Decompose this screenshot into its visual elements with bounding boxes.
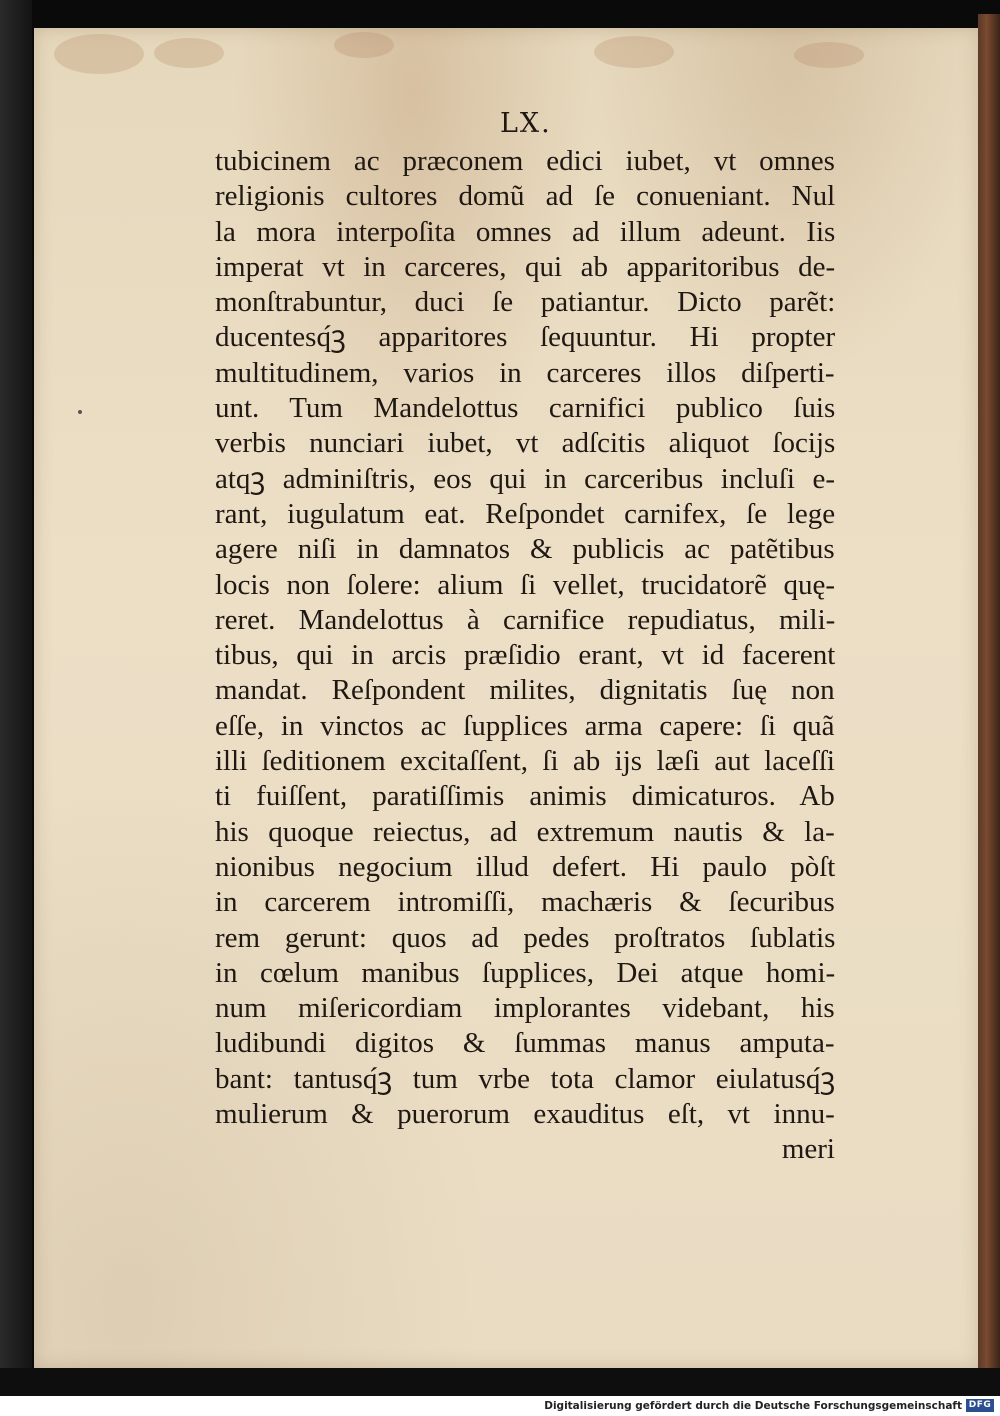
- text-line: tubicinem ac præconem edici iubet, vt omnes: [215, 145, 835, 177]
- book-cover-board: [0, 0, 32, 1395]
- text-line: in carcerem intromiſſi, machæris & ſecuribus: [215, 886, 835, 919]
- text-line: rant, iugulatum eat. Reſpondet carnifex, ſe lege: [215, 497, 836, 530]
- text-line: nionibus negocium illud defert. Hi paulo pòſt: [215, 850, 836, 883]
- funding-credit: Digitalisierung gefördert durch die Deutsche Forschungsgemeinschaft: [544, 1400, 962, 1412]
- folio-number: LX.: [500, 108, 552, 139]
- text-line: tibus, qui in arcis præſidio erant, vt id facerent: [215, 639, 836, 672]
- text-line: reret. Mandelottus à carnifice repudiatus, mili-: [215, 603, 836, 636]
- text-line: verbis nunciari iubet, vt adſcitis aliquot ſocijs: [215, 427, 836, 460]
- text-line: mulierum & puerorum exauditus eſt, vt innu-: [215, 1098, 835, 1131]
- foxing-stain: [794, 42, 864, 68]
- text-line: multitudinem, varios in carceres illos diſperti-: [215, 356, 835, 389]
- page-edge: [978, 14, 1000, 1384]
- page-text: [215, 144, 835, 1168]
- text-line: rem gerunt: quos ad pedes proſtratos ſublatis: [215, 921, 836, 954]
- text-line: atqꝫ adminiſtris, eos qui in carceribus incluſi e-: [215, 462, 835, 495]
- text-line: imperat vt in carceres, qui ab apparitoribus de-: [215, 250, 836, 283]
- catchword: meri: [781, 1133, 835, 1166]
- text-line: mandat. Reſpondent milites, dignitatis ſuę non: [215, 674, 835, 707]
- text-line: unt. Tum Mandelottus carnifici publico ſuis: [215, 392, 836, 425]
- text-line: locis non ſolere: alium ſi vellet, trucidatorẽ quę-: [215, 568, 836, 601]
- text-line: ludibundi digitos & ſummas manus amputa-: [215, 1027, 835, 1060]
- text-line: illi ſeditionem excitaſſent, ſi ab ijs læſi aut laceſſi: [215, 745, 835, 778]
- text-line: eſſe, in vinctos ac ſupplices arma capere: ſi quã: [215, 709, 835, 742]
- foxing-stain: [154, 38, 224, 68]
- foxing-stain: [54, 34, 144, 74]
- text-line: his quoque reiectus, ad extremum nautis & la-: [215, 815, 835, 848]
- dfg-logo: DFG: [966, 1399, 994, 1412]
- text-line: bant: tantusq́ꝫ tum vrbe tota clamor eiulatusq́ꝫ: [215, 1062, 836, 1095]
- foxing-stain: [334, 32, 394, 58]
- book-bottom-edge: [0, 1368, 1000, 1396]
- text-line: ducentesq́ꝫ apparitores ſequuntur. Hi propter: [215, 321, 836, 354]
- text-line: religionis cultores domũ ad ſe conueniant. Nul: [215, 180, 836, 213]
- text-line: ti fuiſſent, paratiſſimis animis dimicaturos. Ab: [215, 780, 835, 813]
- text-line: num miſericordiam implorantes videbant, his: [215, 992, 835, 1025]
- text-line: in cœlum manibus ſupplices, Dei atque homi-: [215, 956, 836, 989]
- foxing-stain: [594, 36, 674, 68]
- margin-mark: [78, 410, 82, 414]
- text-line: monſtrabuntur, duci ſe patiantur. Dicto parẽt:: [215, 286, 836, 319]
- text-line: agere niſi in damnatos & publicis ac patẽtibus: [215, 533, 835, 566]
- text-line: la mora interpoſita omnes ad illum adeunt. Iis: [215, 215, 836, 248]
